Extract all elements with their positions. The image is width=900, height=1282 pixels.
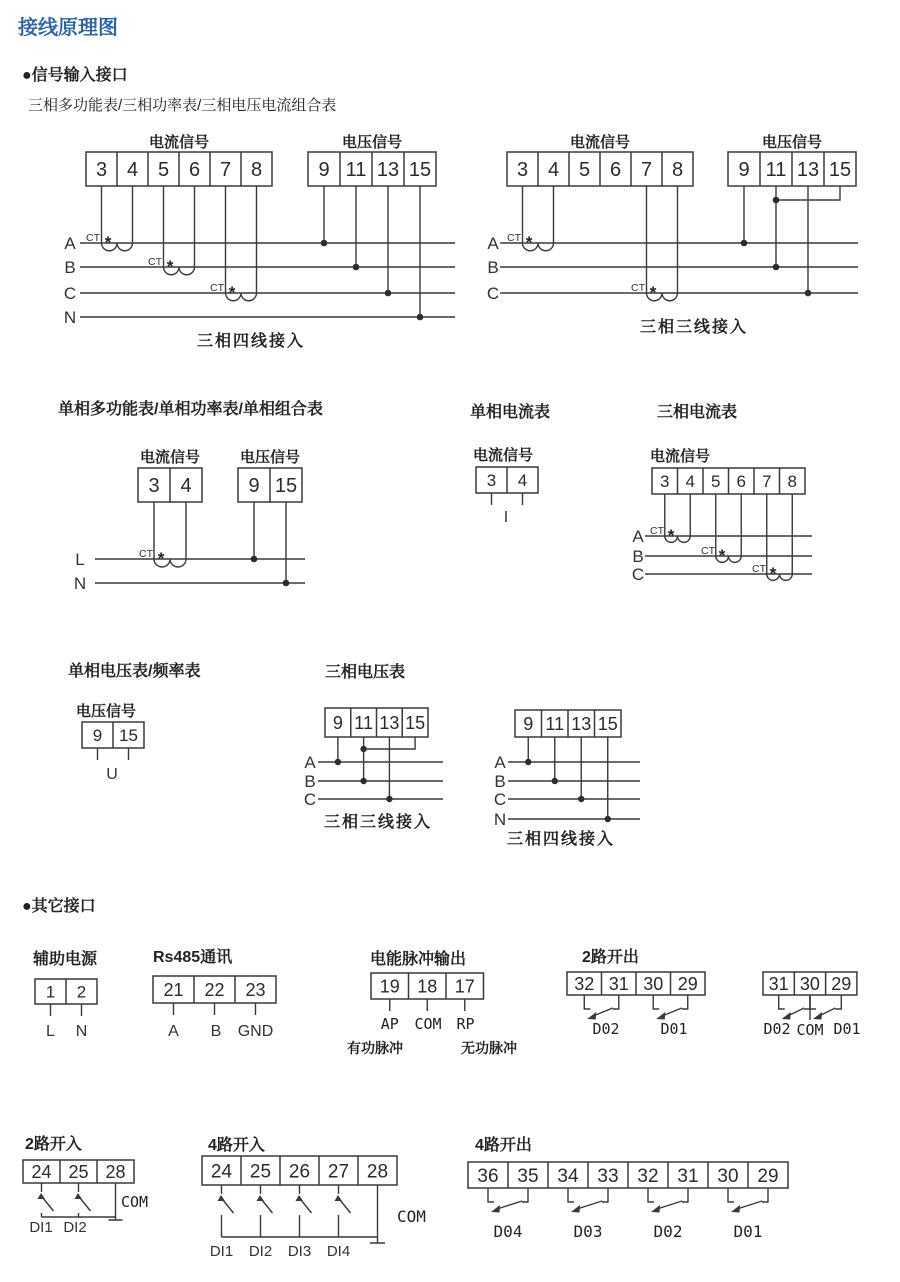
- terminal-number: 7: [762, 472, 772, 492]
- terminal-number: 9: [332, 712, 343, 733]
- phase-label: L: [75, 550, 85, 569]
- terminal-number: 3: [486, 471, 497, 491]
- input-switch: [38, 1183, 54, 1217]
- current-terminal-block: [507, 152, 693, 186]
- reactive-pulse-note: 无功脉冲: [461, 1040, 517, 1056]
- phase-label: C: [486, 284, 500, 303]
- ct-label: CT: [752, 563, 766, 575]
- terminal-stubs: [390, 999, 465, 1011]
- ct-label: CT: [631, 282, 645, 294]
- terminal-number: 5: [578, 159, 591, 182]
- voltage-wires: [324, 186, 420, 317]
- relay-switch: [728, 1188, 768, 1213]
- pin-label: DI1: [209, 1243, 234, 1260]
- relay-switch: [810, 995, 841, 1020]
- diagram-three-phase-ammeter: [632, 402, 812, 584]
- terminal-number: 11: [765, 159, 787, 182]
- junction-dot: [360, 746, 366, 752]
- terminal-number: 1: [45, 982, 56, 1002]
- ct-polarity-mark: *: [525, 233, 533, 252]
- current-signal-label: 电流信号: [569, 134, 631, 151]
- junction-dot: [360, 778, 366, 784]
- terminal-stubs: [492, 493, 523, 505]
- terminal-number: 28: [366, 1161, 389, 1183]
- diagram-pulse-output: [347, 949, 517, 1056]
- switch-arrow-icon: [335, 1195, 343, 1201]
- input-contact: [79, 1183, 91, 1217]
- signal-input-section-title: ●信号输入接口: [22, 67, 128, 84]
- pin-label: DI2: [248, 1243, 273, 1260]
- terminal-number: 4: [547, 159, 560, 182]
- terminal-number: 31: [677, 1165, 699, 1187]
- com-label: COM: [397, 1207, 426, 1226]
- ct-polarity-mark: *: [157, 549, 165, 568]
- terminal-stubs: [98, 748, 129, 760]
- pin-label: D03: [573, 1222, 603, 1241]
- ct-label: CT: [650, 525, 664, 537]
- ct-label: CT: [701, 545, 715, 557]
- input-contact: [42, 1183, 54, 1217]
- terminal-number: 15: [274, 475, 298, 498]
- terminal-number: 31: [768, 973, 789, 994]
- phase-label: B: [304, 772, 316, 791]
- ct-polarity-mark: *: [228, 283, 236, 302]
- input-contact: [300, 1185, 312, 1237]
- terminal-number: 11: [354, 712, 373, 733]
- diagram-title: 单相多功能表/单相功率表/单相组合表: [58, 401, 323, 418]
- input-switch: [218, 1185, 234, 1237]
- junction-dot: [578, 796, 584, 802]
- terminal-block: [202, 1156, 397, 1185]
- voltage-terminal-block: [728, 152, 856, 186]
- phase-label: C: [63, 284, 77, 303]
- current-terminal-block: [652, 468, 805, 494]
- terminal-number: 35: [517, 1165, 539, 1187]
- diagram-caption: 三相四线接入: [196, 333, 306, 350]
- input-switch: [335, 1185, 351, 1237]
- phase-label: B: [494, 772, 506, 791]
- voltage-signal-label: 电压信号: [761, 134, 823, 151]
- ct-polarity-mark: *: [649, 283, 657, 302]
- current-terminal-block: [86, 152, 272, 186]
- terminal-number: 11: [345, 159, 367, 182]
- switch-arrow-icon: [731, 1205, 740, 1213]
- diagram-three-phase-four-wire: [64, 133, 455, 350]
- voltmeter-three-wire: [304, 708, 443, 831]
- terminal-number: 7: [640, 159, 653, 182]
- diagram-title: 三相电压表: [325, 664, 406, 681]
- terminal-number: 29: [831, 973, 852, 994]
- terminal-number: 17: [454, 976, 475, 997]
- terminal-block: [763, 972, 857, 995]
- phase-label: A: [487, 234, 499, 253]
- diagram-title: 2路开出: [582, 949, 639, 966]
- phase-label: A: [304, 753, 316, 772]
- terminal-number: 26: [288, 1161, 311, 1183]
- phase-lines: [318, 762, 443, 799]
- diagram-relay-output-2ch: [567, 947, 705, 1038]
- ct-label: CT: [86, 232, 100, 244]
- terminal-number: 23: [245, 979, 266, 1000]
- terminal-number: 11: [545, 713, 565, 734]
- relay-contact: [810, 995, 841, 1016]
- current-signal-label: 电流信号: [139, 449, 201, 466]
- relay-switch: [488, 1188, 528, 1213]
- terminal-number: 24: [31, 1161, 52, 1182]
- terminal-number: 3: [148, 475, 160, 498]
- terminal-number: 24: [210, 1161, 233, 1183]
- voltage-terminal-block: [308, 152, 436, 186]
- pin-label: DI2: [63, 1219, 87, 1236]
- common-bus: [222, 1185, 386, 1243]
- current-signal-label: 电流信号: [148, 134, 210, 151]
- input-switch: [296, 1185, 312, 1237]
- junction-dot: [773, 197, 780, 204]
- terminal-number: 9: [318, 159, 330, 182]
- voltage-terminal-block: [325, 708, 428, 737]
- switch-arrow-icon: [38, 1193, 46, 1199]
- ct-polarity-mark: *: [667, 526, 675, 545]
- voltage-wires: [744, 186, 840, 293]
- diagram-rs485: [153, 947, 276, 1040]
- pin-label: RP: [456, 1015, 475, 1033]
- input-switch: [257, 1185, 273, 1237]
- junction-dot: [353, 264, 360, 271]
- pin-label: AP: [380, 1015, 399, 1033]
- terminal-number: 28: [105, 1161, 126, 1182]
- terminal-number: 25: [249, 1161, 272, 1183]
- diagram-digital-input-4ch: [202, 1135, 426, 1260]
- phase-label: A: [494, 753, 506, 772]
- terminal-number: 4: [126, 159, 139, 182]
- voltage-wires: [338, 737, 415, 799]
- diagram-title: 2路开入: [25, 1136, 82, 1153]
- voltage-terminal-block: [82, 722, 144, 748]
- current-terminal-block: [476, 467, 538, 493]
- junction-dot: [552, 778, 558, 784]
- diagram-caption: 三相三线接入: [639, 319, 749, 336]
- terminal-number: 29: [757, 1165, 779, 1187]
- voltage-signal-label: 电压信号: [76, 703, 137, 720]
- terminal-number: 32: [637, 1165, 659, 1187]
- junction-dot: [283, 580, 290, 587]
- pin-label: D01: [833, 1020, 861, 1038]
- terminal-number: 32: [574, 973, 595, 994]
- pin-label: D02: [592, 1020, 620, 1038]
- input-contact: [261, 1185, 273, 1237]
- diagram-title: 单相电压表/频率表: [68, 663, 201, 680]
- diagram-title: 辅助电源: [33, 951, 98, 968]
- junction-dot: [605, 816, 611, 822]
- relay-switch: [779, 995, 810, 1020]
- voltage-terminal-block: [238, 468, 302, 502]
- junction-dot: [251, 556, 258, 563]
- other-interfaces-section-title: ●其它接口: [22, 898, 96, 915]
- input-contact: [222, 1185, 234, 1237]
- pin-label: COM: [796, 1021, 824, 1039]
- terminal-number: 9: [738, 159, 750, 182]
- terminal-number: 15: [828, 159, 852, 182]
- pin-label: D04: [493, 1222, 523, 1241]
- switch-arrow-icon: [296, 1195, 304, 1201]
- terminal-number: 8: [671, 159, 684, 182]
- terminal-block: [371, 973, 484, 999]
- current-signal-label: 电流信号: [650, 448, 711, 465]
- diagram-single-phase-ammeter: [470, 402, 550, 526]
- diagram-title: Rs485通讯: [153, 949, 233, 966]
- terminal-number: 30: [717, 1165, 739, 1187]
- terminal-number: 21: [163, 979, 184, 1000]
- diagram-caption: 三相四线接入: [506, 831, 616, 848]
- voltmeter-four-wire: [494, 710, 640, 848]
- switch-arrow-icon: [587, 1012, 596, 1020]
- terminal-number: 30: [643, 973, 664, 994]
- switch-arrow-icon: [813, 1012, 822, 1020]
- voltage-terminal-block: [515, 710, 621, 737]
- com-label: COM: [121, 1193, 149, 1211]
- page-title: 接线原理图: [18, 17, 118, 39]
- diagram-relay-output-4ch: [468, 1135, 788, 1241]
- terminal-number: 5: [157, 159, 170, 182]
- terminal-number: 2: [76, 982, 87, 1002]
- terminal-number: 15: [119, 726, 138, 746]
- pin-label: GND: [237, 1023, 274, 1040]
- diagram-title: 单相电流表: [470, 404, 551, 421]
- terminal-number: 5: [711, 472, 721, 492]
- junction-dot: [417, 314, 424, 321]
- phase-label: C: [493, 790, 507, 809]
- terminal-stubs: [51, 1004, 82, 1016]
- terminal-number: 34: [557, 1165, 579, 1187]
- terminal-number: 8: [787, 472, 797, 492]
- phase-label: N: [493, 810, 507, 829]
- diagram-title: 三相电流表: [657, 404, 738, 421]
- pin-label: D01: [660, 1020, 688, 1038]
- diagram-three-phase-three-wire: [487, 133, 858, 336]
- input-contact: [339, 1185, 351, 1237]
- diagram-three-phase-voltmeter: [304, 662, 640, 848]
- terminal-number: 6: [609, 159, 622, 182]
- terminal-number: 15: [597, 713, 618, 734]
- terminal-number: 3: [95, 159, 108, 182]
- relay-switch: [653, 995, 688, 1020]
- voltage-signal-label: 电压信号: [341, 134, 403, 151]
- ct-label: CT: [139, 548, 153, 560]
- phase-lines: [80, 243, 455, 317]
- terminal-block: [567, 972, 705, 995]
- terminal-number: 6: [188, 159, 201, 182]
- terminal-number: 7: [219, 159, 232, 182]
- switch-arrow-icon: [218, 1195, 226, 1201]
- switch-arrow-icon: [782, 1012, 791, 1020]
- pin-label: D02: [763, 1020, 791, 1038]
- pin-label: DI4: [326, 1243, 351, 1260]
- terminal-number: 4: [180, 475, 192, 498]
- junction-dot: [386, 796, 392, 802]
- ct-polarity-mark: *: [769, 564, 777, 583]
- terminal-number: 9: [248, 475, 260, 498]
- ct-label: CT: [507, 232, 521, 244]
- phase-lines: [500, 243, 858, 293]
- relay-contact: [653, 995, 688, 1016]
- diagram-digital-input-2ch: [23, 1134, 148, 1236]
- relay-contact: [779, 995, 810, 1016]
- terminal-block: [23, 1160, 134, 1183]
- diagram-caption: 三相三线接入: [323, 814, 433, 831]
- diagram-single-phase-voltmeter: [68, 661, 200, 783]
- ct-label: CT: [210, 282, 224, 294]
- terminal-number: 9: [92, 726, 103, 746]
- pin-label: A: [168, 1023, 179, 1040]
- switch-arrow-icon: [571, 1205, 580, 1213]
- terminal-number: 9: [523, 713, 534, 734]
- phase-label: A: [632, 527, 644, 546]
- terminal-block: [468, 1162, 788, 1188]
- terminal-number: 22: [204, 979, 225, 1000]
- terminal-number: 25: [68, 1161, 89, 1182]
- phase-lines: [508, 762, 640, 819]
- terminal-number: 27: [327, 1161, 350, 1183]
- three-phase-group-title: 三相多功能表/三相功率表/三相电压电流组合表: [28, 97, 337, 114]
- phase-label: C: [303, 790, 317, 809]
- switch-arrow-icon: [656, 1012, 665, 1020]
- current-signal-label: 电流信号: [473, 447, 534, 464]
- switch-arrow-icon: [257, 1195, 265, 1201]
- pin-label: D01: [733, 1222, 763, 1241]
- junction-dot: [805, 290, 812, 297]
- diagram-title: 4路开出: [475, 1137, 532, 1154]
- voltage-wires: [254, 502, 286, 583]
- diagram-relay-output-2ch-com: [763, 972, 861, 1039]
- junction-dot: [741, 240, 748, 247]
- relay-switch: [568, 1188, 608, 1213]
- terminal-number: 33: [597, 1165, 619, 1187]
- voltage-wires: [528, 737, 608, 819]
- phase-lines: [95, 559, 305, 583]
- phase-label: B: [487, 258, 499, 277]
- pin-label: D02: [653, 1222, 683, 1241]
- pin-label: L: [46, 1023, 55, 1040]
- terminal-number: 4: [685, 472, 695, 492]
- diagram-title: 4路开入: [208, 1137, 265, 1154]
- terminal-number: 29: [677, 973, 698, 994]
- switch-arrow-icon: [75, 1193, 83, 1199]
- terminal-number: 30: [799, 973, 820, 994]
- terminal-number: 4: [517, 471, 528, 491]
- terminal-stubs: [174, 1003, 256, 1015]
- terminal-number: 13: [796, 159, 820, 182]
- terminal-number: 31: [608, 973, 629, 994]
- relay-switch: [584, 995, 619, 1020]
- junction-dot: [773, 264, 780, 271]
- phase-label: C: [631, 565, 645, 584]
- relay-switch: [648, 1188, 688, 1213]
- switch-arrow-icon: [651, 1205, 660, 1213]
- phase-label: A: [64, 234, 76, 253]
- phase-label: B: [632, 547, 644, 566]
- output-label: U: [106, 766, 118, 783]
- terminal-block: [35, 979, 97, 1004]
- ct-polarity-mark: *: [104, 233, 112, 252]
- diagram-single-phase-multifunction: [58, 399, 323, 593]
- pin-label: B: [210, 1023, 222, 1040]
- terminal-number: 19: [379, 976, 400, 997]
- diagram-title: 电能脉冲输出: [370, 951, 467, 968]
- terminal-number: 15: [408, 159, 432, 182]
- relay-contact: [488, 1188, 528, 1209]
- relay-contact: [648, 1188, 688, 1209]
- terminal-number: 3: [516, 159, 529, 182]
- terminal-number: 18: [417, 976, 438, 997]
- terminal-number: 13: [379, 712, 400, 733]
- relay-contact: [584, 995, 619, 1016]
- junction-dot: [525, 759, 531, 765]
- terminal-number: 13: [571, 713, 592, 734]
- ct-polarity-mark: *: [718, 546, 726, 565]
- pin-label: COM: [414, 1015, 442, 1033]
- junction-dot: [321, 240, 328, 247]
- relay-contact: [728, 1188, 768, 1209]
- pin-label: N: [75, 1023, 88, 1040]
- terminal-number: 13: [376, 159, 400, 182]
- switch-arrow-icon: [491, 1205, 500, 1213]
- phase-label: B: [64, 258, 76, 277]
- output-label: I: [503, 509, 509, 526]
- relay-contact: [568, 1188, 608, 1209]
- terminal-block: [153, 976, 276, 1003]
- junction-dot: [335, 759, 341, 765]
- input-switch: [75, 1183, 91, 1217]
- current-terminal-block: [138, 468, 202, 502]
- junction-dot: [385, 290, 392, 297]
- ct-polarity-mark: *: [166, 257, 174, 276]
- terminal-number: 8: [250, 159, 263, 182]
- terminal-number: 15: [405, 712, 426, 733]
- terminal-number: 36: [477, 1165, 499, 1187]
- ct-label: CT: [148, 256, 162, 268]
- phase-label: N: [73, 574, 87, 593]
- active-pulse-note: 有功脉冲: [347, 1040, 403, 1056]
- voltage-signal-label: 电压信号: [239, 449, 301, 466]
- pin-label: DI1: [29, 1219, 53, 1236]
- pin-label: DI3: [287, 1243, 312, 1260]
- terminal-number: 6: [736, 472, 746, 492]
- diagram-aux-power: [32, 949, 98, 1040]
- terminal-number: 3: [660, 472, 670, 492]
- phase-label: N: [63, 308, 77, 327]
